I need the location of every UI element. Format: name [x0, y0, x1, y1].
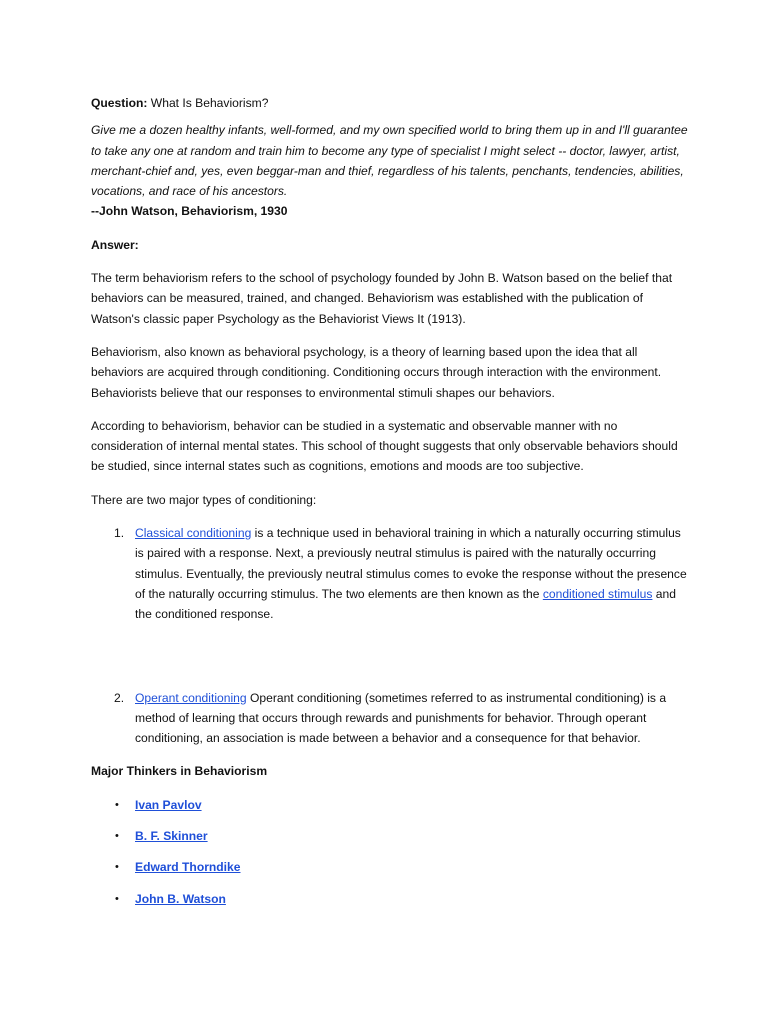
classical-description-end: and the conditioned response.	[135, 586, 676, 622]
bullet-icon: •	[115, 861, 119, 874]
classical-description: is a technique used in behavioral training in which a naturally occurring stimulus is paired with a response. Next, a previously neutral stimulus is paired with the naturally occurring stimulus. Eventually, the previously neutral stimulus comes to evoke the response without the presence of the naturally occurring stimulus. The two elements are then known as the	[135, 526, 687, 601]
thinker-link-watson[interactable]: John B. Watson	[135, 891, 226, 906]
classical-conditioning-link[interactable]: Classical conditioning	[135, 526, 252, 541]
conditioning-types-list	[91, 523, 688, 748]
paragraph-observable: According to behaviorism, behavior can be studied in a systematic and observable manner with no consideration of internal mental states. This school of thought suggests that only observable behaviors should be studied, since internal states such as cognitions, emotions and moods are too subjective.	[91, 418, 678, 474]
thinkers-list	[91, 795, 688, 909]
list-item-operant	[91, 688, 688, 749]
watson-quote: Give me a dozen healthy infants, well-formed, and my own specified world to bring them up in and I'll guarantee to take any one at random and train him to become any type of specialist I might select -- doctor, lawyer, artist, merchant-chief and, yes, even beggar-man and thief, regardless of his talents, penchants, tendencies, abilities, vocations, and race of his ancestors.	[91, 123, 688, 199]
thinkers-heading: Major Thinkers in Behaviorism	[91, 764, 268, 779]
thinker-link-thorndike[interactable]: Edward Thorndike	[135, 860, 241, 875]
paragraph-conditioning: Behaviorism, also known as behavioral psychology, is a theory of learning based upon the idea that all behaviors are acquired through conditioning. Conditioning occurs through interaction with the environment. Behaviorists believe that our responses to environmental stimuli shapes our behaviors.	[91, 344, 662, 400]
bullet-icon: •	[115, 830, 119, 843]
thinker-link-skinner[interactable]: B. F. Skinner	[135, 829, 208, 844]
thinker-item	[91, 826, 688, 846]
operant-description: Operant conditioning (sometimes referred to as instrumental conditioning) is a method of learning that occurs through rewards and punishments for behavior. Through operant conditioning, an association is made between a behavior and a consequence for that behavior.	[135, 690, 667, 746]
conditioned-stimulus-link[interactable]: conditioned stimulus	[542, 586, 653, 601]
bullet-icon: •	[115, 798, 119, 811]
operant-conditioning-link[interactable]: Operant conditioning	[135, 690, 247, 705]
thinker-link-pavlov[interactable]: Ivan Pavlov	[135, 797, 202, 812]
bullet-icon: •	[115, 892, 119, 905]
question-line	[91, 93, 688, 113]
answer-label: Answer:	[91, 237, 139, 252]
list-item-classical	[91, 523, 688, 624]
thinker-item	[91, 857, 688, 877]
paragraph-types-intro: There are two major types of conditioning:	[91, 492, 317, 507]
list-number: 1.	[114, 526, 125, 541]
question-text: What Is Behaviorism?	[147, 96, 269, 110]
list-number: 2.	[114, 690, 125, 705]
thinker-item	[91, 795, 688, 815]
question-label: Question:	[91, 96, 148, 110]
thinker-item	[91, 889, 688, 909]
quote-attribution: --John Watson, Behaviorism, 1930	[91, 204, 288, 219]
paragraph-definition: The term behaviorism refers to the school of psychology founded by John B. Watson based on the belief that behaviors can be measured, trained, and changed. Behaviorism was established with the publication of Watson's classic paper Psychology as the Behaviorist Views It (1913).	[91, 271, 673, 326]
